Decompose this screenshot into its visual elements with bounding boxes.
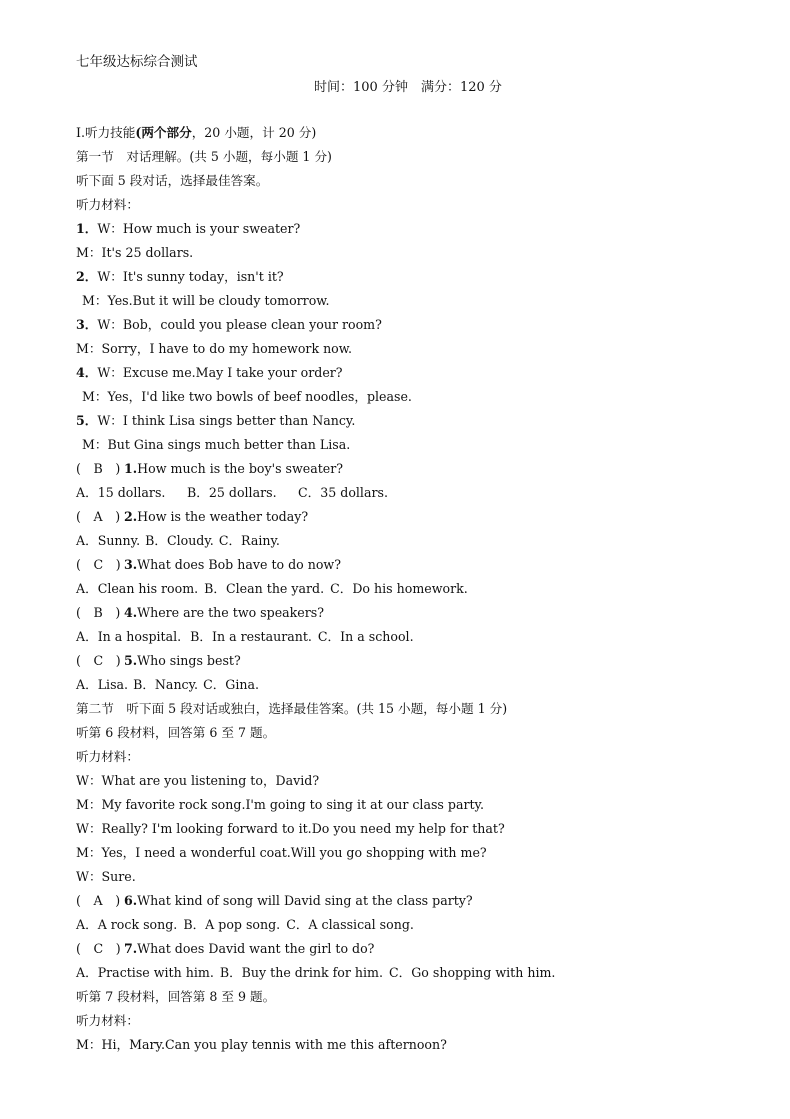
option-c: C．Go shopping with him.	[389, 965, 556, 980]
dialog-line: M：Yes.But it will be cloudy tomorrow.	[82, 293, 330, 308]
question-number: 7.	[124, 941, 138, 956]
dialog-text: W：It's sunny today，isn't it?	[97, 269, 284, 284]
question-number: 2.	[124, 509, 138, 524]
question-number: 5.	[124, 653, 138, 668]
dialog-line: W：What are you listening to，David?	[76, 773, 320, 788]
answer-bracket: ( C )	[76, 557, 121, 572]
option-b: B．Buy the drink for him.	[219, 965, 383, 980]
exam-title: 七年级达标综合测试	[76, 54, 198, 70]
option-b: B．Nancy.	[133, 677, 199, 692]
option-c: C．Gina.	[203, 677, 260, 692]
dialog-number: 5．	[76, 413, 98, 428]
question-text: What does Bob have to do now?	[137, 557, 341, 572]
answer-bracket: ( A )	[76, 509, 121, 524]
material-label: 听力材料：	[76, 1013, 139, 1028]
dialog-line: M：Yes，I'd like two bowls of beef noodles，please.	[82, 389, 412, 404]
question-row	[76, 505, 766, 529]
dialog-text: W：How much is your sweater?	[97, 221, 301, 236]
answer-bracket: ( A )	[76, 893, 121, 908]
options-row	[76, 961, 766, 985]
options-row	[76, 481, 766, 505]
dialog-line: M：Hi，Mary.Can you play tennis with me this afternoon?	[76, 1037, 447, 1052]
options-row	[76, 577, 766, 601]
option-b: B．25 dollars.	[187, 485, 277, 500]
dialog-line: W：Sure.	[76, 869, 136, 884]
answer-bracket: ( B )	[76, 461, 121, 476]
question-row	[76, 889, 766, 913]
section2-instruction: 听第 7 段材料，回答第 8 至 9 题。	[76, 989, 276, 1004]
question-row	[76, 601, 766, 625]
options-row	[76, 673, 766, 697]
dialog-line: W：Really? I'm looking forward to it.Do you need my help for that?	[76, 821, 505, 836]
dialog-line	[76, 409, 766, 433]
question-text: How is the weather today?	[137, 509, 309, 524]
options-row	[76, 625, 766, 649]
question-text: What does David want the girl to do?	[137, 941, 375, 956]
question-number: 3.	[124, 557, 138, 572]
dialog-line: M：My favorite rock song.I'm going to sing it at our class party.	[76, 797, 484, 812]
option-c: C．Rainy.	[218, 533, 280, 548]
option-a: A．Lisa.	[76, 677, 129, 692]
option-a: A．Clean his room.	[76, 581, 199, 596]
option-c: C．In a school.	[317, 629, 414, 644]
option-c: C．Do his homework.	[330, 581, 468, 596]
question-row	[76, 937, 766, 961]
exam-meta: 时间：100 分钟 满分：120 分	[314, 80, 502, 95]
question-number: 4.	[124, 605, 138, 620]
section1-title: 第一节 对话理解。(共 5 小题，每小题 1 分)	[76, 149, 332, 164]
exam-body	[76, 121, 766, 1057]
option-b: B．Cloudy.	[145, 533, 214, 548]
dialog-text: W：I think Lisa sings better than Nancy.	[97, 413, 356, 428]
question-text: Who sings best?	[137, 653, 241, 668]
section1-instruction: 听下面 5 段对话，选择最佳答案。	[76, 173, 269, 188]
question-row	[76, 649, 766, 673]
question-number: 6.	[124, 893, 138, 908]
question-text: What kind of song will David sing at the class party?	[137, 893, 473, 908]
answer-bracket: ( C )	[76, 653, 121, 668]
options-row	[76, 529, 766, 553]
part1-bold: (两个部分	[135, 125, 192, 140]
option-b: B．A pop song.	[183, 917, 281, 932]
answer-bracket: ( C )	[76, 941, 121, 956]
material-label: 听力材料：	[76, 197, 139, 212]
dialog-line	[76, 265, 766, 289]
dialog-number: 4．	[76, 365, 98, 380]
question-row	[76, 553, 766, 577]
option-b: B．Clean the yard.	[204, 581, 325, 596]
options-row	[76, 913, 766, 937]
dialog-line: M：It's 25 dollars.	[76, 245, 194, 260]
option-c: C．A classical song.	[286, 917, 414, 932]
material-label: 听力材料：	[76, 749, 139, 764]
option-a: A．Sunny.	[76, 533, 141, 548]
part1-prefix: Ⅰ.听力技能	[76, 125, 136, 140]
dialog-text: W：Bob，could you please clean your room?	[97, 317, 382, 332]
dialog-number: 1．	[76, 221, 98, 236]
question-text: How much is the boy's sweater?	[137, 461, 344, 476]
dialog-line	[76, 361, 766, 385]
dialog-line	[76, 313, 766, 337]
section2-instruction: 听第 6 段材料，回答第 6 至 7 题。	[76, 725, 276, 740]
option-c: C．35 dollars.	[298, 485, 388, 500]
section2-title: 第二节 听下面 5 段对话或独白，选择最佳答案。(共 15 小题，每小题 1 分)	[76, 701, 508, 716]
dialog-line: M：Sorry，I have to do my homework now.	[76, 341, 353, 356]
dialog-text: W：Excuse me.May I take your order?	[97, 365, 343, 380]
question-row	[76, 457, 766, 481]
part1-rest: ，20 小题，计 20 分)	[191, 125, 317, 140]
part1-heading	[76, 121, 766, 145]
dialog-number: 3．	[76, 317, 98, 332]
option-a: A．In a hospital.	[76, 629, 182, 644]
dialog-line	[76, 217, 766, 241]
dialog-line: M：But Gina sings much better than Lisa.	[82, 437, 351, 452]
option-a: A．Practise with him.	[76, 965, 214, 980]
dialog-line: M：Yes，I need a wonderful coat.Will you go shopping with me?	[76, 845, 487, 860]
option-b: B．In a restaurant.	[190, 629, 312, 644]
question-number: 1.	[124, 461, 138, 476]
question-text: Where are the two speakers?	[137, 605, 324, 620]
option-a: A．15 dollars.	[76, 485, 166, 500]
option-a: A．A rock song.	[76, 917, 178, 932]
answer-bracket: ( B )	[76, 605, 121, 620]
dialog-number: 2．	[76, 269, 98, 284]
